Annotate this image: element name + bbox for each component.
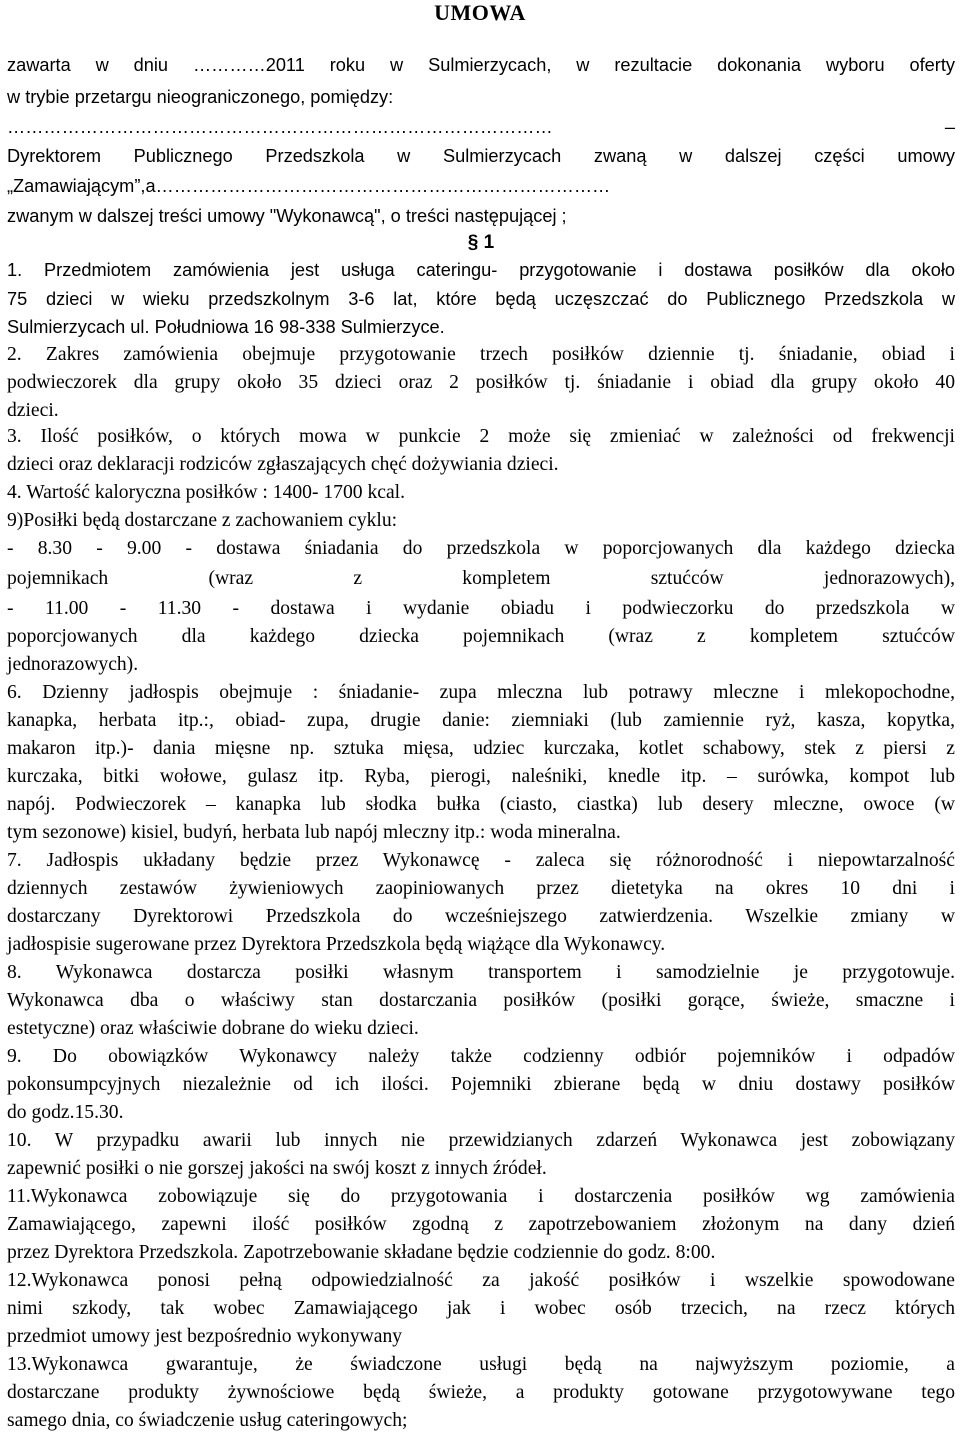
text-line: 12.Wykonawca ponosi pełną odpowiedzialność za jakość posiłków i wszelkie spowodowane (7, 1270, 955, 1291)
text-line: 10. W przypadku awarii lub innych nie przewidzianych zdarzeń Wykonawca jest zobowiązany (7, 1130, 955, 1151)
text-line: 7. Jadłospis układany będzie przez Wykonawcę - zaleca się różnorodność i niepowtarzalność (7, 850, 955, 871)
text-line: estetyczne) oraz właściwie dobrane do wieku dzieci. (7, 1018, 419, 1039)
text-line: jednorazowych). (7, 654, 139, 675)
text-line: Sulmierzycach ul. Południowa 16 98-338 Sulmierzyce. (7, 317, 445, 337)
text-line: „Zamawiającym”,a………………………………………………………………… (7, 176, 611, 196)
text-line: samego dnia, co świadczenie usług cateringowych; (7, 1410, 408, 1431)
text-line: dzieci. (7, 400, 59, 421)
text-line: pojemnikach (wraz z kompletem sztućców jednorazowych), (7, 568, 955, 589)
text-line: kanapka, herbata itp.:, obiad- zupa, drugie danie: ziemniaki (lub zamiennie ryż, kasza, kopytka, (7, 710, 955, 731)
text-line: 1. Przedmiotem zamówienia jest usługa cateringu- przygotowanie i dostawa posiłków dla około (7, 260, 955, 280)
text-line: zwanym w dalszej treści umowy "Wykonawcą", o treści następującej ; (7, 206, 567, 226)
text-line: nimi szkody, tak wobec Zamawiającego jak i wobec osób trzecich, na rzecz których (7, 1298, 955, 1319)
text-line: poporcjowanych dla każdego dziecka pojemnikach (wraz z kompletem sztućców (7, 626, 955, 647)
text-line: - 11.00 - 11.30 - dostawa i wydanie obiadu i podwieczorku do przedszkola w (7, 598, 955, 619)
text-line: przez Dyrektora Przedszkola. Zapotrzebowanie składane będzie codziennie do godz. 8:00. (7, 1242, 716, 1263)
text-line: dostarczane produkty żywnościowe będą świeże, a produkty gotowane przygotowywane tego (7, 1382, 955, 1403)
text-line: zawarta w dniu …………2011 roku w Sulmierzycach, w rezultacie dokonania wyboru oferty (7, 55, 955, 75)
text-line: Dyrektorem Publicznego Przedszkola w Sulmierzycach zwaną w dalszej części umowy (7, 146, 955, 166)
text-line: Wykonawca dba o właściwy stan dostarczania posiłków (posiłki gorące, świeże, smaczne i (7, 990, 955, 1011)
section-mark: § 1 (467, 232, 495, 253)
text-line: 2. Zakres zamówienia obejmuje przygotowanie trzech posiłków dziennie tj. śniadanie, obiad i (7, 344, 955, 365)
text-line: 75 dzieci w wieku przedszkolnym 3-6 lat, które będą uczęszczać do Publicznego Przedszkola w (7, 289, 955, 309)
text-line: do godz.15.30. (7, 1102, 124, 1123)
text-line: podwieczorek dla grupy około 35 dzieci oraz 2 posiłków tj. śniadanie i obiad dla grupy około 40 (7, 372, 955, 393)
text-line: tym sezonowe) kisiel, budyń, herbata lub napój mleczny itp.: woda mineralna. (7, 822, 621, 843)
text-line: jadłospisie sugerowane przez Dyrektora Przedszkola będą wiążące dla Wykonawcy. (7, 934, 666, 955)
text-line: - 8.30 - 9.00 - dostawa śniadania do przedszkola w poporcjowanych dla każdego dziecka (7, 538, 955, 559)
text-line: 3. Ilość posiłków, o których mowa w punkcie 2 może się zmieniać w zależności od frekwencji (7, 426, 955, 447)
text-line: pokonsumpcyjnych niezależnie od ich ilości. Pojemniki zbierane będą w dniu dostawy posiłków (7, 1074, 955, 1095)
text-line: 4. Wartość kaloryczna posiłków : 1400- 1700 kcal. (7, 482, 406, 503)
text-line: 9. Do obowiązków Wykonawcy należy także codzienny odbiór pojemników i odpadów (7, 1046, 955, 1067)
text-line: ……………………………………………………………………………… – (7, 117, 955, 137)
text-line: 8. Wykonawca dostarcza posiłki własnym transportem i samodzielnie je przygotowuje. (7, 962, 955, 983)
text-line: Zamawiającego, zapewni ilość posiłków zgodną z zapotrzebowaniem złożonym na dany dzień (7, 1214, 955, 1235)
text-line: zapewnić posiłki o nie gorszej jakości na swój koszt z innych źródeł. (7, 1158, 547, 1179)
text-line: 9)Posiłki będą dostarczane z zachowaniem cyklu: (7, 510, 398, 531)
text-line: 13.Wykonawca gwarantuje, że świadczone usługi będą na najwyższym poziomie, a (7, 1354, 955, 1375)
text-line: dostarczany Dyrektorowi Przedszkola do wcześniejszego zatwierdzenia. Wszelkie zmiany w (7, 906, 955, 927)
text-line: 11.Wykonawca zobowiązuje się do przygotowania i dostarczenia posiłków wg zamówienia (7, 1186, 955, 1207)
text-line: makaron itp.)- dania mięsne np. sztuka mięsa, udziec kurczaka, kotlet schabowy, stek z piersi z (7, 738, 955, 759)
text-line: dziennych zestawów żywieniowych zaopiniowanych przez dietetyka na okres 10 dni i (7, 878, 955, 899)
text-line: 6. Dzienny jadłospis obejmuje : śniadanie- zupa mleczna lub potrawy mleczne i mlekopochodne, (7, 682, 955, 703)
text-line: dzieci oraz deklaracji rodziców zgłaszających chęć dożywiania dzieci. (7, 454, 559, 475)
text-line: kurczaka, bitki wołowe, gulasz itp. Ryba, pierogi, naleśniki, knedle itp. – surówka, kompot lub (7, 766, 955, 787)
text-line: w trybie przetargu nieograniczonego, pomiędzy: (7, 87, 394, 107)
document-title: UMOWA (434, 0, 526, 25)
text-line: napój. Podwieczorek – kanapka lub słodka bułka (ciasto, ciastka) lub desery mleczne, owoce (w (7, 794, 955, 815)
text-line: przedmiot umowy jest bezpośrednio wykonywany (7, 1326, 403, 1347)
